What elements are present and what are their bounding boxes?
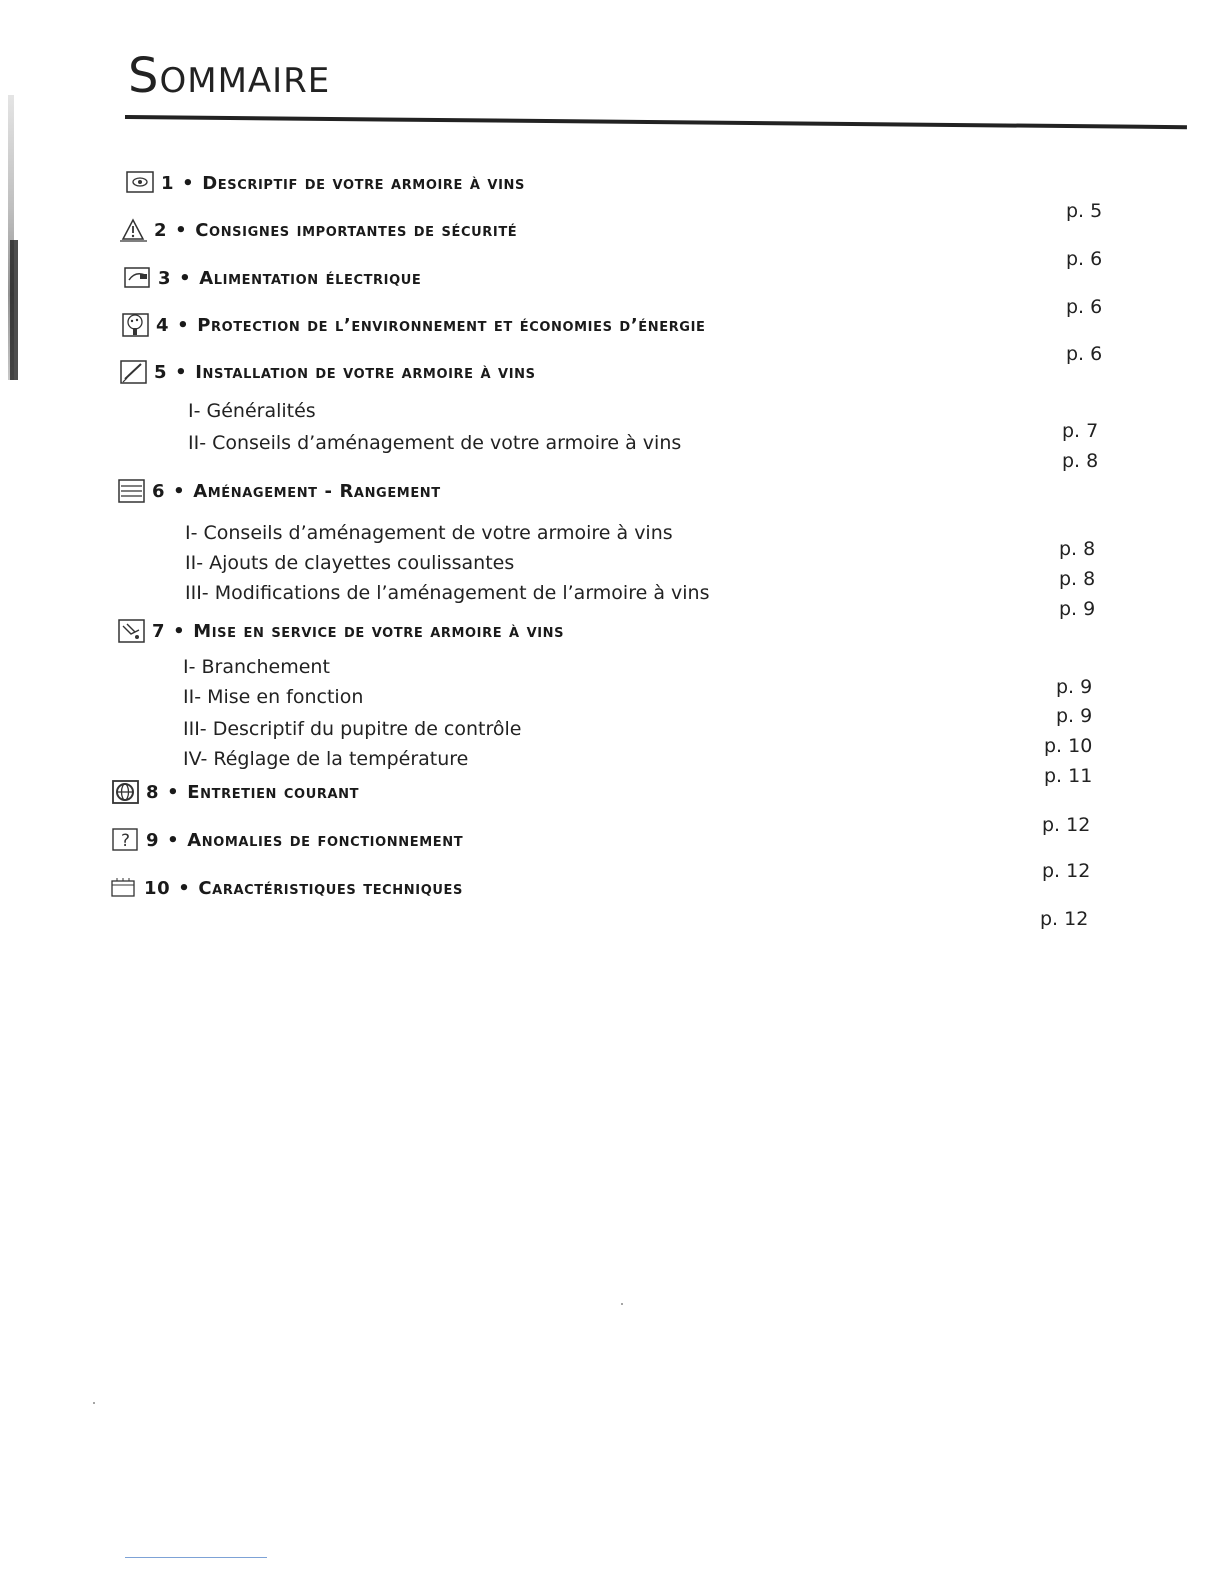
section-number: 5 [154, 361, 168, 383]
section-number: 2 [154, 219, 168, 241]
section-number: 3 [158, 267, 172, 289]
section-number: 1 [161, 172, 175, 194]
section-number: 9 [146, 829, 160, 851]
page-number: p. 6 [1066, 343, 1103, 365]
section-title: Descriptif de votre armoire à vins [202, 172, 525, 194]
toc-section-2 [118, 217, 517, 243]
svg-text:?: ? [121, 831, 131, 851]
shelves-icon [116, 478, 146, 504]
title-rule [125, 115, 1187, 129]
section-number: 4 [156, 314, 170, 336]
page-number: p. 7 [1062, 420, 1099, 442]
bullet-icon: • [175, 361, 188, 383]
page-number: p. 5 [1066, 200, 1103, 222]
toc-subsection: I- Généralités [188, 400, 316, 422]
page-title: Sommaire [128, 48, 331, 104]
toc-section-9 [110, 827, 463, 853]
plug-icon [122, 265, 152, 291]
section-title: Consignes importantes de sécurité [195, 219, 518, 241]
section-number: 6 [152, 480, 166, 502]
page-number: p. 9 [1056, 676, 1093, 698]
section-number: 7 [152, 620, 166, 642]
ruler-icon [108, 875, 138, 901]
page-number: p. 12 [1042, 860, 1091, 882]
bullet-icon: • [167, 829, 180, 851]
bullet-icon: • [178, 877, 191, 899]
toc-subsection: III- Modifications de l’aménagement de l’armoire à vins [185, 582, 710, 604]
page-number: p. 8 [1059, 568, 1096, 590]
section-title: Anomalies de fonctionnement [187, 829, 464, 851]
toc-subsection: II- Mise en fonction [183, 686, 364, 708]
eye-icon [125, 170, 155, 196]
toc-section-3 [122, 265, 421, 291]
section-title: Entretien courant [187, 781, 360, 803]
toc-section-5 [118, 359, 536, 385]
toc-section-1 [125, 170, 525, 196]
toc-section-6 [116, 478, 441, 504]
bullet-icon: • [179, 267, 192, 289]
section-title: Alimentation électrique [199, 267, 422, 289]
section-number: 10 [144, 877, 171, 899]
page-number: p. 9 [1056, 705, 1093, 727]
toc-section-8 [110, 779, 359, 805]
toc-subsection: II- Conseils d’aménagement de votre armoire à vins [188, 432, 682, 454]
bullet-icon: • [173, 480, 186, 502]
section-title: Aménagement - Rangement [193, 480, 441, 502]
scan-edge-dark [10, 240, 18, 380]
toc-subsection: III- Descriptif du pupitre de contrôle [183, 718, 522, 740]
page-number: p. 6 [1066, 296, 1103, 318]
section-title: Installation de votre armoire à vins [195, 361, 536, 383]
hand-icon [116, 618, 146, 644]
speck [93, 1402, 95, 1404]
bullet-icon: • [167, 781, 180, 803]
bullet-icon: • [182, 172, 195, 194]
page-number: p. 9 [1059, 598, 1096, 620]
page-number: p. 6 [1066, 248, 1103, 270]
globe-icon [110, 779, 140, 805]
section-title: Caractéristiques techniques [198, 877, 463, 899]
toc-section-4 [120, 312, 706, 338]
bullet-icon: • [173, 620, 186, 642]
page-number: p. 11 [1044, 765, 1093, 787]
bottom-mark [125, 1557, 267, 1558]
toc-subsection: IV- Réglage de la température [183, 748, 469, 770]
section-number: 8 [146, 781, 160, 803]
page-number: p. 12 [1042, 814, 1091, 836]
page-number: p. 10 [1044, 735, 1093, 757]
section-title: Protection de l’environnement et économies d’énergie [197, 314, 706, 336]
toc-subsection: I- Conseils d’aménagement de votre armoire à vins [185, 522, 673, 544]
warning-icon [118, 217, 148, 243]
toc-subsection: II- Ajouts de clayettes coulissantes [185, 552, 515, 574]
bullet-icon: • [177, 314, 190, 336]
tree-icon [120, 312, 150, 338]
toc-section-10 [108, 875, 463, 901]
section-title: Mise en service de votre armoire à vins [193, 620, 565, 642]
page-number: p. 8 [1062, 450, 1099, 472]
speck [621, 1303, 623, 1305]
page-number: p. 12 [1040, 908, 1089, 930]
page-number: p. 8 [1059, 538, 1096, 560]
question-icon [110, 827, 140, 853]
bullet-icon: • [175, 219, 188, 241]
toc-section-7 [116, 618, 564, 644]
toc-subsection: I- Branchement [183, 656, 330, 678]
pencil-icon [118, 359, 148, 385]
